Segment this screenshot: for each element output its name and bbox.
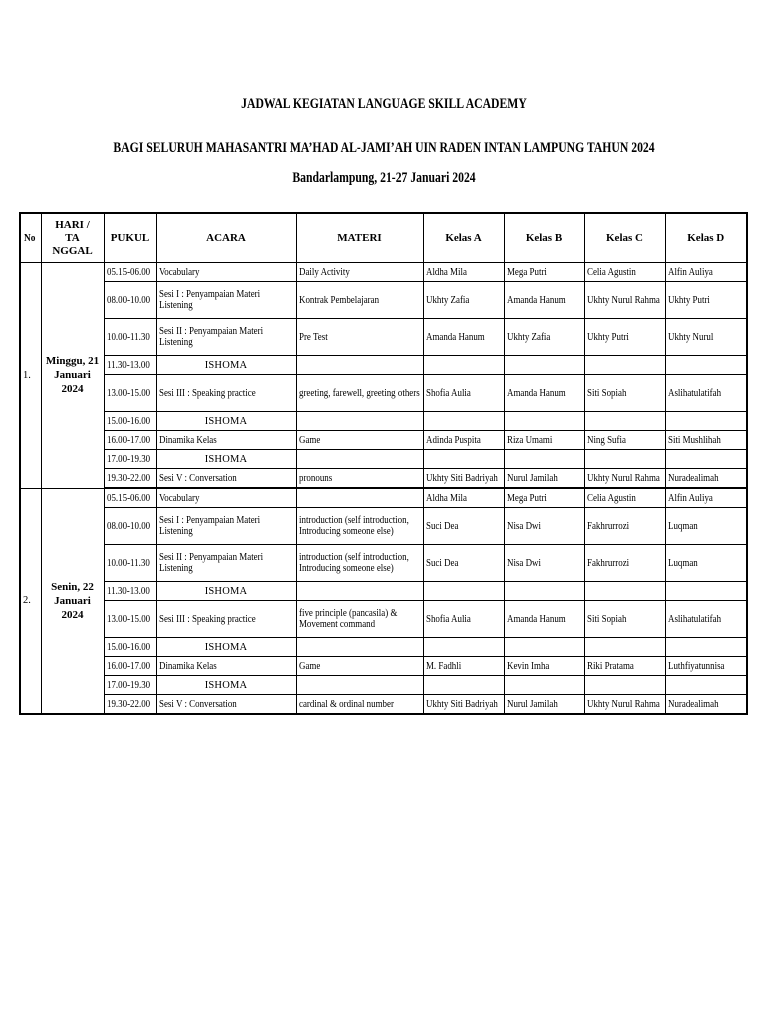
materi-cell: Pre Test: [296, 319, 423, 356]
kelas-b-cell: [504, 450, 584, 469]
kelas-b-cell: Nurul Jamilah: [504, 469, 584, 489]
kelas-a-cell: Ukhty Zafia: [423, 282, 504, 319]
document-subtitle: BAGI SELURUH MAHASANTRI MA’HAD AL-JAMI’AH UIN RADEN INTAN LAMPUNG TAHUN 2024: [113, 140, 655, 156]
materi-cell: Game: [296, 657, 423, 676]
col-header-time: PUKUL: [104, 213, 156, 263]
time-cell: 13.00-15.00: [104, 601, 156, 638]
kelas-b-cell: Mega Putri: [504, 488, 584, 508]
acara-cell: Sesi II : Penyampaian Materi Listening: [156, 319, 296, 356]
kelas-a-cell: Shofia Aulia: [423, 601, 504, 638]
materi-cell: Kontrak Pembelajaran: [296, 282, 423, 319]
kelas-a-cell: Suci Dea: [423, 545, 504, 582]
kelas-a-cell: [423, 450, 504, 469]
materi-cell: [296, 450, 423, 469]
kelas-a-cell: [423, 356, 504, 375]
kelas-d-cell: Luthfiyatunnisa: [665, 657, 747, 676]
kelas-d-cell: [665, 412, 747, 431]
kelas-a-cell: [423, 412, 504, 431]
col-header-kelas-c: Kelas C: [584, 213, 665, 263]
kelas-d-cell: [665, 582, 747, 601]
document-title: JADWAL KEGIATAN LANGUAGE SKILL ACADEMY: [241, 96, 527, 112]
kelas-c-cell: Ukhty Nurul Rahma: [584, 695, 665, 715]
acara-cell: ISHOMA: [156, 450, 296, 469]
materi-cell: introduction (self introduction, Introducing someone else): [296, 545, 423, 582]
materi-cell: [296, 488, 423, 508]
acara-cell: Sesi V : Conversation: [156, 469, 296, 489]
col-header-no: No: [20, 213, 41, 263]
row-number: 1.: [20, 263, 41, 489]
time-cell: 16.00-17.00: [104, 657, 156, 676]
time-cell: 10.00-11.30: [104, 545, 156, 582]
kelas-b-cell: Riza Umami: [504, 431, 584, 450]
kelas-d-cell: [665, 356, 747, 375]
acara-cell: ISHOMA: [156, 582, 296, 601]
kelas-b-cell: [504, 356, 584, 375]
kelas-b-cell: [504, 582, 584, 601]
kelas-a-cell: Suci Dea: [423, 508, 504, 545]
kelas-d-cell: Siti Mushlihah: [665, 431, 747, 450]
kelas-a-cell: Shofia Aulia: [423, 375, 504, 412]
kelas-c-cell: Fakhrurrozi: [584, 545, 665, 582]
kelas-c-cell: [584, 412, 665, 431]
table-row: [20, 545, 747, 582]
table-row: [20, 412, 747, 431]
col-header-materi: MATERI: [296, 213, 423, 263]
col-header-day: HARI / TA NGGAL: [41, 213, 104, 263]
table-header-row: [20, 213, 747, 263]
kelas-d-cell: Aslihatulatifah: [665, 375, 747, 412]
kelas-c-cell: Riki Pratama: [584, 657, 665, 676]
kelas-b-cell: [504, 676, 584, 695]
kelas-c-cell: Celia Agustin: [584, 488, 665, 508]
kelas-b-cell: [504, 638, 584, 657]
time-cell: 05.15-06.00: [104, 488, 156, 508]
document-place-date: Bandarlampung, 21-27 Januari 2024: [292, 170, 476, 186]
kelas-c-cell: Fakhrurrozi: [584, 508, 665, 545]
kelas-a-cell: Ukhty Siti Badriyah: [423, 695, 504, 715]
time-cell: 13.00-15.00: [104, 375, 156, 412]
kelas-d-cell: Ukhty Putri: [665, 282, 747, 319]
kelas-c-cell: Celia Agustin: [584, 263, 665, 282]
table-row: [20, 263, 747, 282]
materi-cell: Game: [296, 431, 423, 450]
acara-cell: Sesi V : Conversation: [156, 695, 296, 715]
table-row: [20, 582, 747, 601]
kelas-a-cell: [423, 676, 504, 695]
table-row: [20, 638, 747, 657]
acara-cell: Sesi II : Penyampaian Materi Listening: [156, 545, 296, 582]
kelas-c-cell: [584, 450, 665, 469]
acara-cell: Sesi III : Speaking practice: [156, 601, 296, 638]
table-row: [20, 657, 747, 676]
kelas-b-cell: Mega Putri: [504, 263, 584, 282]
kelas-c-cell: Ukhty Nurul Rahma: [584, 469, 665, 489]
kelas-a-cell: [423, 582, 504, 601]
kelas-b-cell: Ukhty Zafia: [504, 319, 584, 356]
acara-cell: Sesi I : Penyampaian Materi Listening: [156, 282, 296, 319]
kelas-d-cell: [665, 676, 747, 695]
acara-cell: ISHOMA: [156, 638, 296, 657]
acara-cell: Vocabulary: [156, 263, 296, 282]
materi-cell: [296, 356, 423, 375]
kelas-c-cell: [584, 676, 665, 695]
time-cell: 11.30-13.00: [104, 582, 156, 601]
col-header-acara: ACARA: [156, 213, 296, 263]
table-row: [20, 695, 747, 715]
kelas-d-cell: Ukhty Nurul: [665, 319, 747, 356]
time-cell: 15.00-16.00: [104, 412, 156, 431]
table-row: [20, 508, 747, 545]
kelas-c-cell: Ning Sufia: [584, 431, 665, 450]
table-row: [20, 469, 747, 489]
kelas-b-cell: Nurul Jamilah: [504, 695, 584, 715]
kelas-a-cell: Amanda Hanum: [423, 319, 504, 356]
kelas-d-cell: Nuradealimah: [665, 469, 747, 489]
kelas-d-cell: Luqman: [665, 545, 747, 582]
table-row: [20, 676, 747, 695]
time-cell: 16.00-17.00: [104, 431, 156, 450]
acara-cell: ISHOMA: [156, 356, 296, 375]
kelas-c-cell: Siti Sopiah: [584, 601, 665, 638]
table-row: [20, 282, 747, 319]
kelas-b-cell: [504, 412, 584, 431]
time-cell: 10.00-11.30: [104, 319, 156, 356]
day-date-cell: Senin, 22 Januari 2024: [41, 488, 104, 714]
materi-cell: Daily Activity: [296, 263, 423, 282]
table-row: [20, 601, 747, 638]
materi-cell: [296, 412, 423, 431]
time-cell: 19.30-22.00: [104, 469, 156, 489]
kelas-a-cell: Aldha Mila: [423, 488, 504, 508]
kelas-b-cell: Nisa Dwi: [504, 508, 584, 545]
acara-cell: ISHOMA: [156, 676, 296, 695]
kelas-b-cell: Kevin Imha: [504, 657, 584, 676]
table-row: [20, 356, 747, 375]
kelas-a-cell: M. Fadhli: [423, 657, 504, 676]
kelas-b-cell: Amanda Hanum: [504, 601, 584, 638]
kelas-d-cell: [665, 638, 747, 657]
materi-cell: five principle (pancasila) & Movement command: [296, 601, 423, 638]
kelas-d-cell: Alfin Auliya: [665, 488, 747, 508]
col-header-kelas-a: Kelas A: [423, 213, 504, 263]
col-header-kelas-d: Kelas D: [665, 213, 747, 263]
kelas-d-cell: [665, 450, 747, 469]
acara-cell: Sesi I : Penyampaian Materi Listening: [156, 508, 296, 545]
row-number: 2.: [20, 488, 41, 714]
kelas-c-cell: Ukhty Nurul Rahma: [584, 282, 665, 319]
materi-cell: greeting, farewell, greeting others: [296, 375, 423, 412]
kelas-a-cell: Ukhty Siti Badriyah: [423, 469, 504, 489]
acara-cell: Sesi III : Speaking practice: [156, 375, 296, 412]
day-date-cell: Minggu, 21 Januari 2024: [41, 263, 104, 489]
kelas-c-cell: [584, 638, 665, 657]
time-cell: 17.00-19.30: [104, 676, 156, 695]
kelas-a-cell: Aldha Mila: [423, 263, 504, 282]
time-cell: 08.00-10.00: [104, 282, 156, 319]
kelas-a-cell: Adinda Puspita: [423, 431, 504, 450]
time-cell: 17.00-19.30: [104, 450, 156, 469]
kelas-b-cell: Nisa Dwi: [504, 545, 584, 582]
acara-cell: ISHOMA: [156, 412, 296, 431]
time-cell: 08.00-10.00: [104, 508, 156, 545]
kelas-d-cell: Nuradealimah: [665, 695, 747, 715]
materi-cell: [296, 638, 423, 657]
table-row: [20, 375, 747, 412]
kelas-d-cell: Luqman: [665, 508, 747, 545]
time-cell: 15.00-16.00: [104, 638, 156, 657]
table-row: [20, 488, 747, 508]
kelas-c-cell: [584, 356, 665, 375]
table-row: [20, 431, 747, 450]
acara-cell: Vocabulary: [156, 488, 296, 508]
materi-cell: [296, 582, 423, 601]
kelas-c-cell: [584, 582, 665, 601]
kelas-d-cell: Alfin Auliya: [665, 263, 747, 282]
time-cell: 11.30-13.00: [104, 356, 156, 375]
kelas-d-cell: Aslihatulatifah: [665, 601, 747, 638]
col-header-kelas-b: Kelas B: [504, 213, 584, 263]
acara-cell: Dinamika Kelas: [156, 657, 296, 676]
kelas-b-cell: Amanda Hanum: [504, 375, 584, 412]
time-cell: 19.30-22.00: [104, 695, 156, 715]
materi-cell: cardinal & ordinal number: [296, 695, 423, 715]
table-row: [20, 450, 747, 469]
kelas-c-cell: Siti Sopiah: [584, 375, 665, 412]
acara-cell: Dinamika Kelas: [156, 431, 296, 450]
kelas-a-cell: [423, 638, 504, 657]
table-row: [20, 319, 747, 356]
kelas-b-cell: Amanda Hanum: [504, 282, 584, 319]
kelas-c-cell: Ukhty Putri: [584, 319, 665, 356]
materi-cell: [296, 676, 423, 695]
time-cell: 05.15-06.00: [104, 263, 156, 282]
materi-cell: introduction (self introduction, Introducing someone else): [296, 508, 423, 545]
materi-cell: pronouns: [296, 469, 423, 489]
schedule-table: [19, 212, 748, 715]
